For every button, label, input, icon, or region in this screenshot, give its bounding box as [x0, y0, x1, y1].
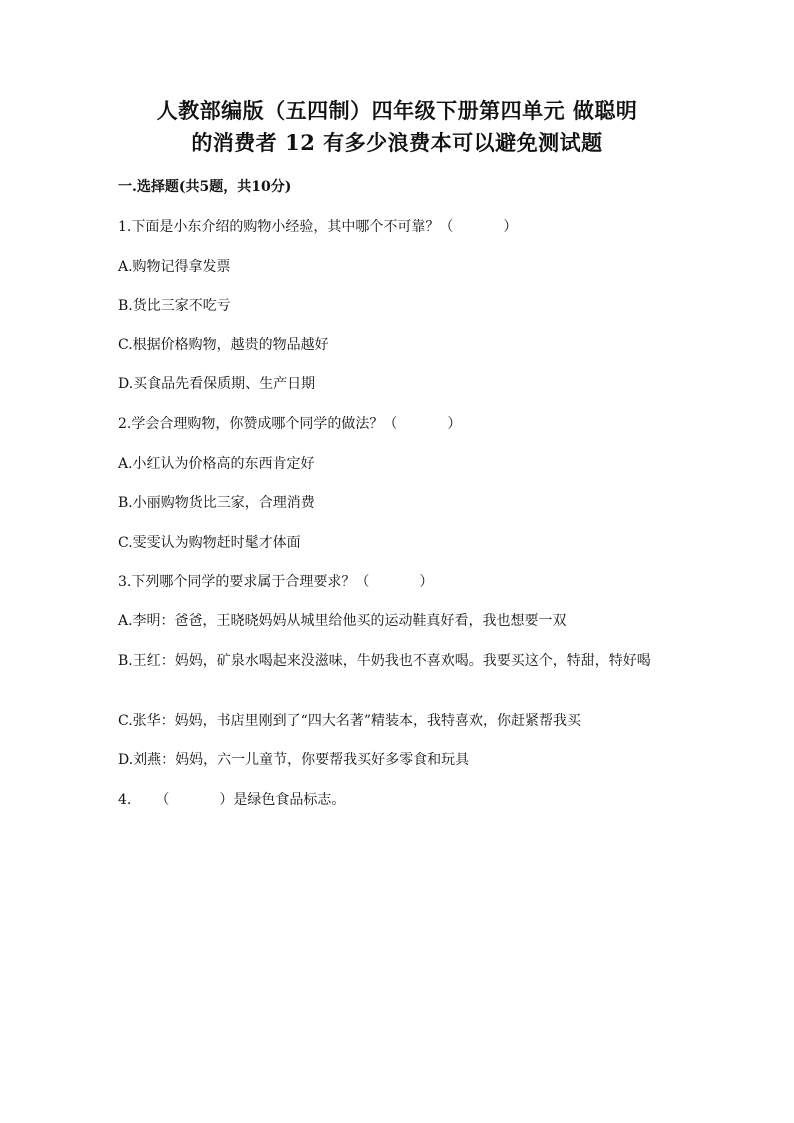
question-1-option-b: B.货比三家不吃亏: [118, 298, 231, 314]
question-3-stem: [118, 572, 678, 592]
question-2-option-c: C.雯雯认为购物赶时髦才体面: [118, 535, 301, 551]
question-1-option-c: C.根据价格购物，越贵的物品越好: [118, 337, 329, 353]
question-1-option-a: A.购物记得拿发票: [118, 259, 231, 275]
title-line-2: 的消费者 12 有多少浪费本可以避免测试题: [191, 130, 603, 155]
question-2-option-b: B.小丽购物货比三家，合理消费: [118, 495, 315, 511]
question-3-option-c: C.张华：妈妈，书店里刚到了“四大名著”精装本，我特喜欢，你赶紧帮我买: [118, 713, 581, 729]
document-title: [100, 95, 694, 159]
title-line-1: 人教部编版（五四制）四年级下册第四单元 做聪明: [156, 98, 638, 123]
question-2-stem: [118, 414, 678, 434]
question-3-option-b: B.王红：妈妈，矿泉水喝起来没滋味，牛奶我也不喜欢喝。我要买这个，特甜，特好喝: [118, 653, 651, 669]
question-4-stem: [118, 790, 678, 810]
question-2-option-a: A.小红认为价格高的东西肯定好: [118, 456, 315, 472]
question-4-text: ）是绿色食品标志。: [219, 792, 346, 808]
question-1-option-d: D.买食品先看保质期、生产日期: [118, 376, 316, 392]
question-4-open: （: [155, 792, 170, 808]
question-3-text: 3.下列哪个同学的要求属于合理要求？（: [118, 574, 370, 590]
question-1-text: 1.下面是小东介绍的购物小经验，其中哪个不可靠？（: [118, 219, 454, 235]
question-4-number: 4.: [118, 792, 132, 808]
question-3-close: ）: [419, 574, 434, 590]
question-3-option-a: A.李明：爸爸，王晓晓妈妈从城里给他买的运动鞋真好看，我也想要一双: [118, 613, 567, 629]
question-2-text: 2.学会合理购物，你赞成哪个同学的做法？（: [118, 416, 398, 432]
section-heading: 一.选择题(共5题，共10分): [118, 179, 292, 195]
question-3-option-d: D.刘燕：妈妈，六一儿童节，你要帮我买好多零食和玩具: [118, 752, 470, 768]
question-1-close: ）: [503, 219, 518, 235]
question-2-close: ）: [447, 416, 462, 432]
question-1-stem: [118, 217, 678, 237]
